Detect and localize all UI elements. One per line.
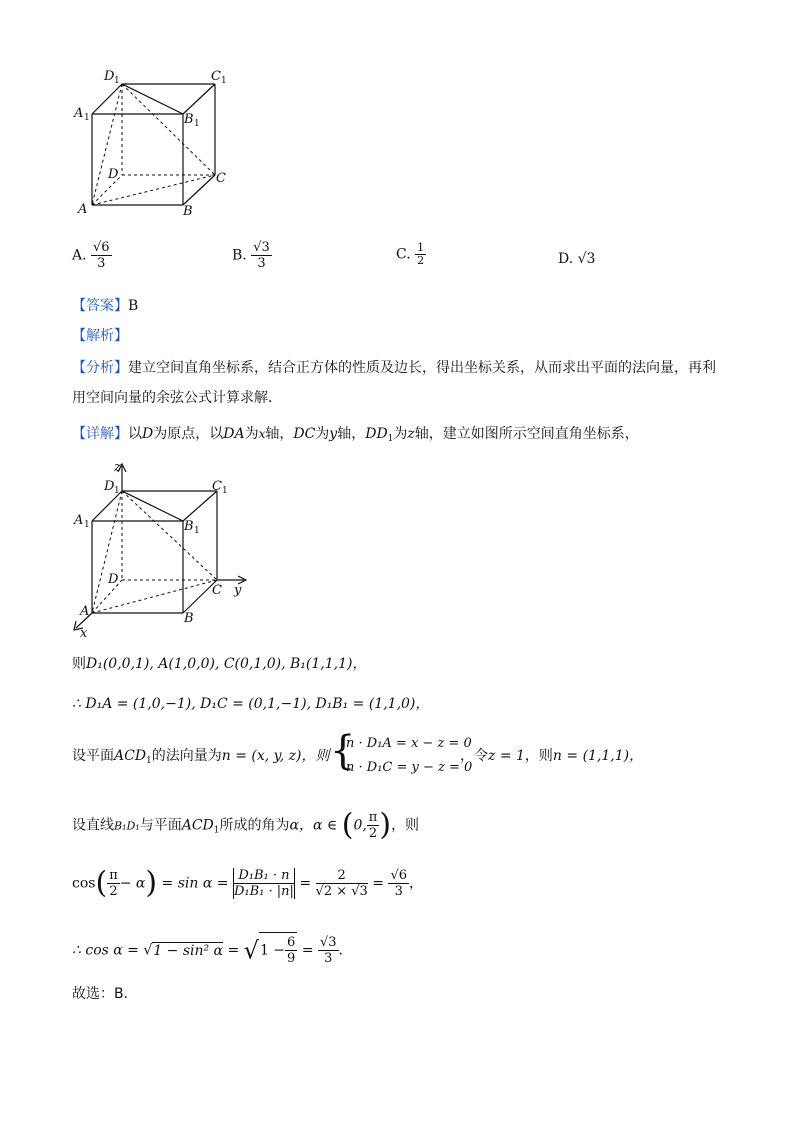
angle-line: 设直线B₁D₁与平面$ACD_1$所成的角为α，α ∈ (0, $\frac{\pi}{2}$ )，则 — [72, 807, 420, 843]
final-line: ∴ cos α = √1 − sin² α = √1 − $\frac{6}{9}$ = $\frac{√3}{3}$ ． — [72, 932, 353, 966]
normal-line: 设平面$ACD_1$的法向量为n = (x, y, z)，则 — [72, 748, 330, 766]
cube-figure-2 — [62, 458, 262, 640]
option-a: A. $\frac{√6}{3}$ — [72, 240, 110, 271]
cos-line: cos( $\frac{\pi}{2}$ − α) = sin α = $\frac{\text{D₁B₁ · n}}{\text{D₁B₁ · |n|}}$ = $\frac{2}{√2 \times √3}$ = $\frac{√6}{3}$ ， — [72, 865, 424, 901]
fenxi-line-2: 用空间向量的余弦公式计算求解． — [72, 390, 282, 406]
label-b: B — [183, 204, 193, 219]
label-a: A — [78, 202, 88, 217]
axis-z-label: z — [114, 460, 121, 475]
svg-text:1: 1 — [221, 76, 227, 86]
svg-text:D: D — [108, 572, 119, 587]
svg-text:1: 1 — [114, 76, 120, 86]
svg-text:A: A — [74, 513, 84, 528]
answer-line: 【答案】B — [72, 298, 139, 314]
svg-text:1: 1 — [84, 520, 90, 530]
option-b: B. $\frac{√3}{3}$ — [232, 240, 270, 271]
option-d: D. √3 — [558, 251, 596, 267]
cube-figure-1 — [70, 62, 250, 222]
svg-text:1: 1 — [194, 526, 200, 536]
axis-y-label: y — [234, 583, 242, 598]
equation-system: { n · D₁A = x − z = 0 n · D₁C = y − z = 0 — [330, 728, 473, 775]
svg-text:1: 1 — [222, 486, 228, 496]
conclusion: 故选：B． — [72, 986, 138, 1002]
svg-text:B: B — [184, 611, 194, 626]
label-b1: B — [184, 112, 194, 127]
option-c: C. $\frac{1}{2}$ — [396, 241, 425, 267]
svg-text:1: 1 — [114, 486, 120, 496]
coords-line: 则D₁(0,0,1), A(1,0,0), C(0,1,0), B₁(1,1,1)， — [72, 656, 367, 672]
label-d: D — [108, 167, 119, 182]
label-a1: A — [74, 106, 84, 121]
svg-text:C: C — [212, 583, 222, 598]
label-c: C — [216, 171, 226, 186]
normal-result: ，令z = 1，则n = (1,1,1)， — [460, 748, 644, 764]
svg-text:1: 1 — [194, 119, 200, 129]
xiangjie-line: 【详解】以D为原点，以DA为x轴，DC为y轴，$DD_1$为z轴，建立如图所示空间直角坐标系， — [72, 426, 639, 444]
axis-x-label: x — [80, 626, 88, 640]
svg-text:D: D — [104, 479, 115, 494]
vectors-line: ∴ D₁A = (1,0,−1), D₁C = (0,1,−1), D₁B₁ = (1,1,0)， — [72, 696, 430, 712]
label-c1: C — [211, 69, 221, 84]
fenxi-line-1: 【分析】建立空间直角坐标系，结合正方体的性质及边长，得出坐标关系，从而求出平面的法向量，再利 — [72, 360, 716, 376]
svg-text:1: 1 — [84, 113, 90, 123]
analysis-heading: 【解析】 — [72, 328, 128, 344]
svg-text:A: A — [80, 604, 90, 619]
svg-text:B: B — [184, 519, 194, 534]
svg-text:C: C — [212, 479, 222, 494]
label-d1: D — [104, 69, 115, 84]
